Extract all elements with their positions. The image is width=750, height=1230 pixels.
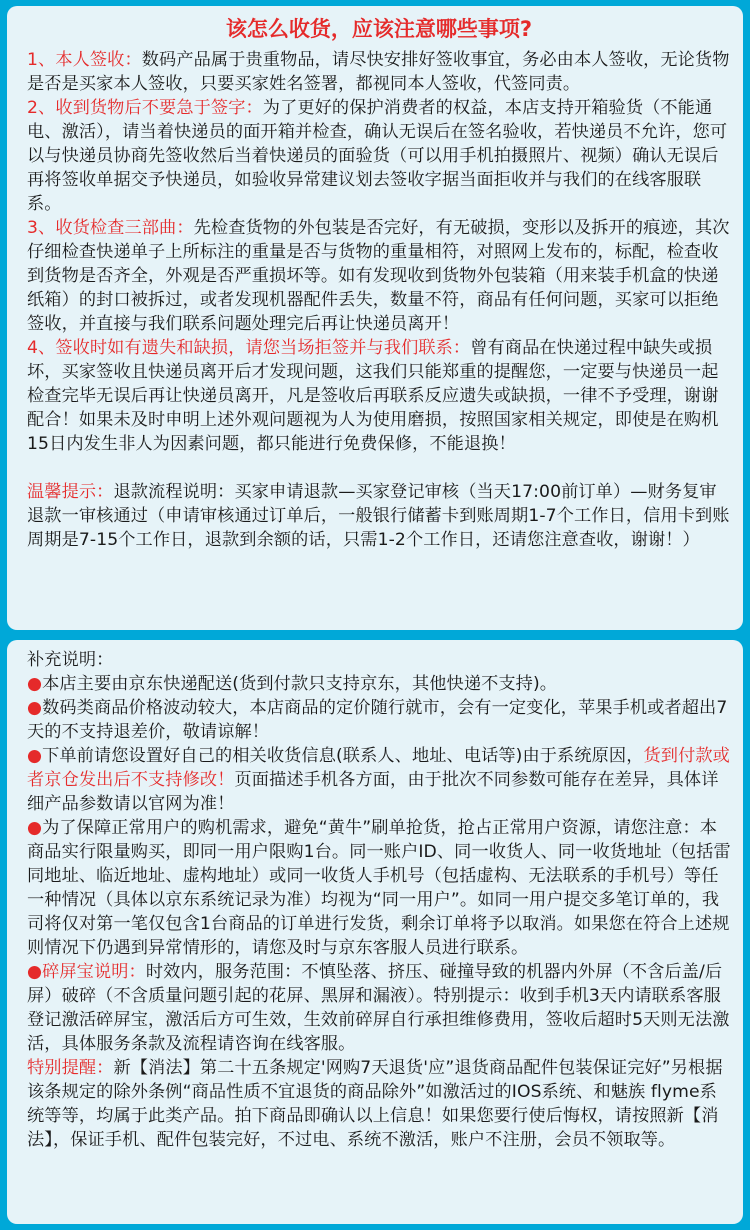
- special-reminder-label: 特别提醒：: [27, 1058, 114, 1078]
- section-refuse-if-missing-text: 曾有商品在快递过程中缺失或损坏，买家签收且快递员离开后才发现问题，这我们只能郑重的提醒您，一定要与快递员一起检查完毕无误后再让快递员离开，凡是签收后再联系反应遗失或缺损，一律不予受理，谢谢配合！如果未及时申明上述外观问题视为人为使用磨损，按照国家相关规定，即使是在购机15日内发生非人为因素问题，都只能进行免费保修，不能退换！: [27, 338, 719, 454]
- page-title: 该怎么收货，应该注意哪些事项?: [225, 17, 533, 41]
- refund-tip-label: 温馨提示：: [27, 482, 114, 502]
- supplement-heading: 补充说明：: [27, 650, 114, 670]
- refund-tip: [27, 480, 731, 552]
- special-reminder-text: 新【消法】第二十五条规定'网购7天退货'应”退货商品配件包装保证完好”另根据该条规定的除外条例“商品性质不宜退货的商品除外”如激活过的IOS系统、和魅族 flyme系统等等，均属于此类产品。拍下商品即确认以上信息！如果您要行使后悔权，请按照新【消法】，保证手机、配件包装完好，不过电、系统不激活，账户不注册，会员不领取等。: [27, 1058, 723, 1150]
- shipping-notice-panel: [7, 6, 743, 630]
- bullet-icon: ●: [27, 698, 43, 718]
- supplement-item-shipping-info: [27, 744, 731, 816]
- supplement-panel: [7, 640, 743, 1224]
- section-inspect-before-signing-text: 为了更好的保护消费者的权益，本店支持开箱验货（不能通电、激活），请当着快递员的面开箱并检查，确认无误后在签名验收，若快递员不允许，您可以与快递员协商先签收然后当着快递员的面验货（可以用手机拍摄照片、视频）确认无误后再将签收单据交予快递员，如验收异常建议划去签收字据当面拒收并与我们的在线客服联系。: [27, 98, 728, 214]
- supplement-item-purchase-limit: [27, 816, 731, 960]
- supplement-item-delivery: [27, 672, 731, 696]
- screen-protection-text: 时效内，服务范围：不慎坠落、挤压、碰撞导致的机器内外屏（不含后盖/后屏）破碎（不含质量问题引起的花屏、黑屏和漏液）。特别提示：收到手机3天内请联系客服登记激活碎屏宝，激活后方可生效，生效前碎屏自行承担维修费用，签收后超时5天则无法激活，具体服务条款及流程请咨询在线客服。: [27, 962, 730, 1054]
- supplement-item-screen-protection: [27, 960, 731, 1056]
- bullet-icon: ●: [27, 818, 43, 838]
- supplement-item-shipping-info-text: 下单前请您设置好自己的相关收货信息(联系人、地址、电话等)由于系统原因，: [42, 746, 644, 766]
- bullet-icon: ●: [27, 746, 43, 766]
- section-inspect-before-signing-label: 2、收到货物后不要急于签字：: [27, 98, 263, 118]
- section-three-step-check-label: 3、收货检查三部曲：: [27, 218, 194, 238]
- section-refuse-if-missing: [27, 336, 731, 456]
- section-self-signing-text: 数码产品属于贵重物品，请尽快安排好签收事宜，务必由本人签收，无论货物是否是买家本人签收，只要买家姓名签署，都视同本人签收，代签同责。: [27, 50, 730, 94]
- supplement-item-pricing: [27, 696, 731, 744]
- supplement-item-shipping-info-warning: 货到付款或者京仓发出后不支持修改！: [27, 746, 730, 790]
- spacer: [27, 456, 731, 480]
- special-reminder: [27, 1056, 731, 1152]
- section-inspect-before-signing: [27, 96, 731, 216]
- section-self-signing: [27, 48, 731, 96]
- supplement-item-pricing-text: 数码类商品价格波动较大，本店商品的定价随行就市，会有一定变化，苹果手机或者超出7天的不支持退差价，敬请谅解！: [27, 698, 728, 742]
- supplement-item-delivery-text: 本店主要由京东快递配送(货到付款只支持京东，其他快递不支持)。: [42, 674, 558, 694]
- supplement-item-purchase-limit-text: 为了保障正常用户的购机需求，避免“黄牛”刷单抢货，抢占正常用户资源，请您注意：本商品实行限量购买，即同一用户限购1台。同一账户ID、同一收货人、同一收货地址（包括雷同地址、临近地址、虚构地址）或同一收货人手机号（包括虚构、无法联系的手机号）等任一种情况（具体以京东系统记录为准）均视为“同一用户”。如同一用户提交多笔订单的，我司将仅对第一笔仅包含1台商品的订单进行发货，剩余订单将予以取消。如果您在符合上述规则情况下仍遇到异常情形的，请您及时与京东客服人员进行联系。: [27, 818, 731, 958]
- screen-protection-label: 碎屏宝说明：: [42, 962, 146, 982]
- section-three-step-check-text: 先检查货物的外包装是否完好，有无破损，变形以及拆开的痕迹，其次仔细检查快递单子上所标注的重量是否与货物的重量相符，对照网上发布的，标配，检查收到货物是否齐全，外观是否严重损坏等。如有发现收到货物外包装箱（用来装手机盒的快递纸箱）的封口被拆过，或者发现机器配件丢失，数量不符，商品有任何问题，买家可以拒绝签收，并直接与我们联系问题处理完后再让快递员离开！: [27, 218, 730, 334]
- section-self-signing-label: 1、本人签收：: [27, 50, 142, 70]
- section-three-step-check: [27, 216, 731, 336]
- bullet-icon: ●: [27, 962, 43, 982]
- bullet-icon: ●: [27, 674, 43, 694]
- section-refuse-if-missing-label: 4、签收时如有遗失和缺损，请您当场拒签并与我们联系：: [27, 338, 471, 358]
- supplement-item-shipping-info-note: 页面描述手机各方面，由于批次不同参数可能存在差异，具体详细产品参数请以官网为准！: [27, 770, 719, 814]
- refund-tip-text: 退款流程说明：买家申请退款—买家登记审核（当天17:00前订单）—财务复审退款一审核通过（申请审核通过订单后，一般银行储蓄卡到账周期1-7个工作日，信用卡到账周期是7-15个工作日，退款到余额的话，只需1-2个工作日，还请您注意查收，谢谢！）: [27, 482, 730, 550]
